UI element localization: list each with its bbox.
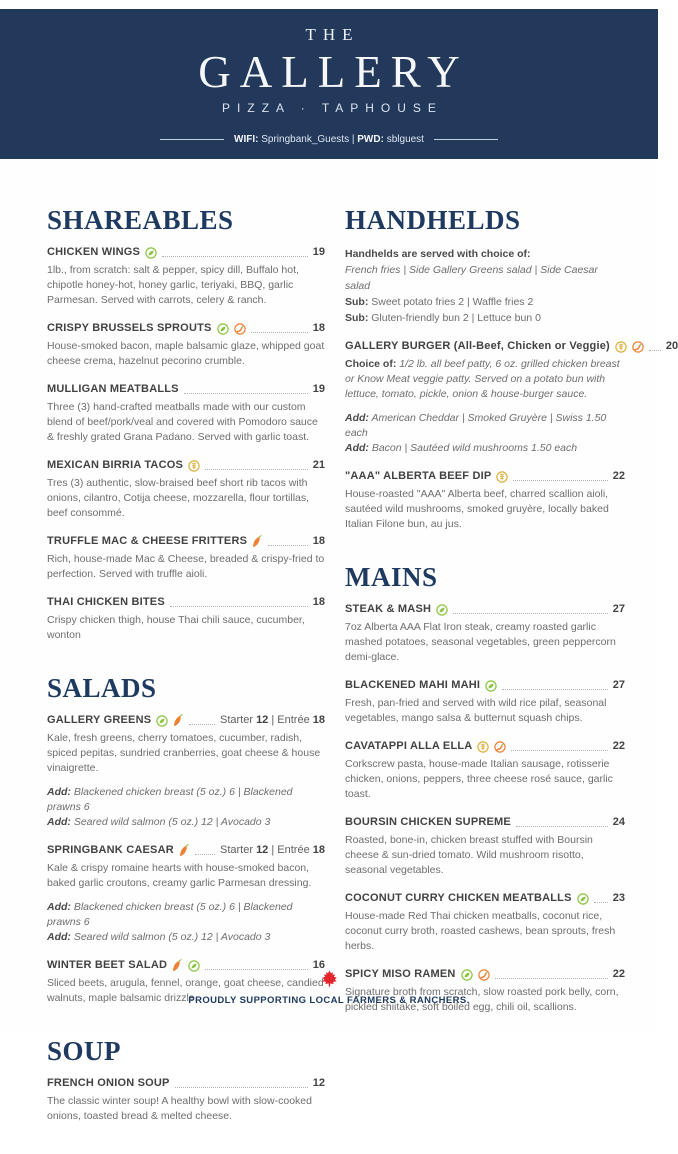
wifi-rule-right (434, 139, 498, 140)
wheat-circle-icon (188, 460, 200, 472)
menu-item (47, 844, 325, 945)
item-description: Crispy chicken thigh, house Thai chili sauce, cucumber, wonton (47, 614, 305, 641)
item-title-row (47, 322, 325, 335)
dotted-leader (205, 469, 308, 470)
item-description: The classic winter soup! A healthy bowl with slow-cooked onions, toasted bread & melted cheese. (47, 1095, 312, 1122)
item-description: Rich, house-made Mac & Cheese, breaded & crispy-fried to perfection. Served with truffle aioli. (47, 553, 325, 580)
menu-item (345, 340, 678, 456)
wheat-circle-icon (615, 341, 627, 353)
item-price: 18 (312, 322, 325, 334)
item-price: Starter 12 | Entrée 18 (219, 714, 325, 726)
leaf-circle-icon (156, 715, 168, 727)
item-price: 22 (612, 470, 625, 482)
item-name: STEAK & MASH (345, 603, 432, 615)
wheat-circle-icon (477, 741, 489, 753)
dotted-leader (189, 724, 215, 725)
item-description: Kale, fresh greens, cherry tomatoes, cucumber, radish, spiced pepitas, sundried cranberries, goat cheese & house vinaigrette. (47, 732, 321, 774)
dotted-leader (195, 854, 215, 855)
item-title-row (345, 603, 625, 616)
menu-item (345, 816, 625, 878)
item-price: 18 (312, 535, 325, 547)
item-description: Three (3) hand-crafted meatballs made with our custom blend of beef/pork/veal and covered with Pomodoro sauce & freshly grated Grana Padano. Served with garlic toast. (47, 401, 318, 443)
item-name: GALLERY BURGER (All-Beef, Chicken or Veggie) (345, 340, 610, 352)
item-price: 18 (312, 596, 325, 608)
item-description: Signature broth from scratch, slow roasted pork belly, corn, pickled shiitake, soft boiled egg, chili oil, scallions. (345, 986, 619, 1013)
item-description: House-roasted "AAA" Alberta beef, charred scallion aioli, sautéed wild mushrooms, smoked gruyère, locally baked Italian Filone bun, au jus. (345, 488, 609, 530)
menu-column-right (345, 205, 678, 1154)
item-name: MEXICAN BIRRIA TACOS (47, 459, 183, 471)
dotted-leader (162, 256, 308, 257)
item-price: 22 (612, 740, 625, 752)
item-name: MULLIGAN MEATBALLS (47, 383, 179, 395)
dotted-leader (516, 826, 608, 827)
item-description: Corkscrew pasta, house-made Italian sausage, rotisserie chicken, onions, peppers, three cheese rosé sauce, garlic toast. (345, 758, 613, 800)
wifi-text (234, 134, 424, 145)
menu-item (47, 322, 325, 369)
footer-text: PROUDLY SUPPORTING LOCAL FARMERS & RANCHERS. (188, 995, 470, 1006)
section-soup (47, 1036, 325, 1124)
chili-icon (179, 844, 190, 857)
section-title-shareables: SHAREABLES (47, 205, 234, 235)
item-title-row (47, 535, 325, 548)
item-title-row (47, 844, 325, 857)
item-price: 19 (312, 246, 325, 258)
leaf-circle-icon (485, 680, 497, 692)
dotted-leader (594, 902, 608, 903)
intro-line: Handhelds are served with choice of: (345, 248, 531, 260)
leaf-circle-icon (436, 604, 448, 616)
item-name: COCONUT CURRY CHICKEN MEATBALLS (345, 892, 572, 904)
item-description: House-made Red Thai chicken meatballs, coconut rice, coconut curry broth, roasted cashews, bean sprouts, fresh herbs. (345, 910, 616, 952)
item-price: 21 (312, 459, 325, 471)
item-addon-line: Add: Bacon | Sautéed wild mushrooms 1.50 each (345, 442, 578, 454)
wifi-value: Springbank_Guests (261, 134, 350, 145)
item-title-row (345, 816, 625, 829)
item-price: Starter 12 | Entrée 18 (219, 844, 325, 856)
dotted-leader (453, 613, 608, 614)
dotted-leader (251, 332, 308, 333)
brand-tagline: PIZZA · TAPHOUSE (222, 101, 443, 115)
chili-circle-icon (494, 741, 506, 753)
item-price: 12 (312, 1077, 325, 1089)
item-title-row (47, 1077, 325, 1090)
item-price: 16 (312, 959, 325, 971)
item-description: Roasted, bone-in, chicken breast stuffed with Boursin cheese & sun-dried tomato. Wild mushroom risotto, seasonal vegetables. (345, 834, 593, 876)
item-description: Choice of: 1/2 lb. all beef patty, 6 oz. grilled chicken breast or Know Meat veggie patty. Served on a potato bun with lettuce, tomato, pickle, onion & house-burger sauce. (345, 358, 620, 400)
menu-item (47, 459, 325, 521)
section-salads (47, 673, 325, 1006)
item-price: 22 (612, 968, 625, 980)
menu-item (47, 383, 325, 445)
menu-item (345, 679, 625, 726)
item-name: TRUFFLE MAC & CHEESE FRITTERS (47, 535, 248, 547)
item-title-row (47, 459, 325, 472)
dotted-leader (502, 689, 608, 690)
wifi-rule-left (160, 139, 224, 140)
item-name: BOURSIN CHICKEN SUPREME (345, 816, 511, 828)
intro-line: Sub: Gluten-friendly bun 2 | Lettuce bun 0 (345, 312, 541, 324)
dotted-leader (170, 606, 308, 607)
item-name: FRENCH ONION SOUP (47, 1077, 170, 1089)
chili-icon (173, 714, 184, 727)
intro-line: French fries | Side Gallery Greens salad | Side Caesar salad (345, 264, 598, 292)
item-title-row (47, 714, 325, 727)
item-description: Tres (3) authentic, slow-braised beef short rib tacos with onions, cilantro, Cotija cheese, mozzarella, flour tortillas, beef consommé. (47, 477, 310, 519)
item-title-row (345, 679, 625, 692)
section-title-mains: MAINS (345, 562, 438, 592)
menu-item (47, 596, 325, 643)
item-title-row (345, 340, 678, 353)
menu-item (47, 1077, 325, 1124)
item-price: 23 (612, 892, 625, 904)
wifi-label: WIFI: (234, 134, 259, 145)
item-description: House-smoked bacon, maple balsamic glaze, whipped goat cheese crema, hazelnut pecorino crumble. (47, 340, 325, 367)
section-shareables (47, 205, 325, 643)
brand-the: THE (305, 25, 360, 44)
menu-item (345, 603, 625, 665)
section-intro (345, 246, 625, 326)
pwd-value: sblguest (386, 134, 424, 145)
item-description: Fresh, pan-fried and served with wild rice pilaf, seasonal vegetables, mango salsa & butternut squash chips. (345, 697, 607, 724)
section-title-soup: SOUP (47, 1036, 122, 1066)
dotted-leader (175, 1087, 308, 1088)
item-name: WINTER BEET SALAD (47, 959, 168, 971)
menu-item (345, 740, 625, 802)
item-addon-line: Add: American Cheddar | Smoked Gruyère | Swiss 1.50 each (345, 412, 607, 439)
leaf-circle-icon (217, 323, 229, 335)
item-addon-line: Add: Seared wild salmon (5 oz.) 12 | Avocado 3 (47, 931, 271, 943)
footer (0, 969, 658, 1006)
brand-gallery: GALLERY (198, 47, 469, 97)
menu-item (47, 535, 325, 582)
item-name: GALLERY GREENS (47, 714, 152, 726)
item-title-row (47, 596, 325, 609)
item-name: BLACKENED MAHI MAHI (345, 679, 481, 691)
dotted-leader (268, 545, 308, 546)
chili-circle-icon (632, 341, 644, 353)
section-title-salads: SALADS (47, 673, 157, 703)
item-description: Sliced beets, arugula, fennel, orange, goat cheese, candied walnuts, maple balsamic drizzle. (47, 977, 324, 1004)
item-price: 27 (612, 603, 625, 615)
menu-item (345, 892, 625, 954)
header-banner (0, 9, 658, 159)
item-price: 19 (312, 383, 325, 395)
item-description: 7oz Alberta AAA Flat Iron steak, creamy roasted garlic mashed potatoes, seasonal vegetables, green peppercorn demi-glace. (345, 621, 616, 663)
menu-page (0, 9, 678, 1122)
item-price: 20 (665, 340, 678, 352)
leaf-circle-icon (577, 893, 589, 905)
item-title-row (345, 470, 625, 483)
item-name: SPRINGBANK CAESAR (47, 844, 174, 856)
maple-leaf-icon (0, 969, 658, 990)
item-addon-line: Add: Blackened chicken breast (5 oz.) 6 | Blackened prawns 6 (47, 901, 293, 928)
menu-item (47, 246, 325, 308)
menu-item (47, 714, 325, 830)
menu-column-left (47, 205, 325, 1154)
item-price: 27 (612, 679, 625, 691)
pwd-label: PWD: (357, 134, 384, 145)
item-title-row (47, 246, 325, 259)
item-addon-line: Add: Seared wild salmon (5 oz.) 12 | Avocado 3 (47, 816, 271, 828)
section-title-handhelds: HANDHELDS (345, 205, 521, 235)
chili-icon (252, 535, 263, 548)
chili-circle-icon (234, 323, 246, 335)
item-price: 24 (612, 816, 625, 828)
item-name: SPICY MISO RAMEN (345, 968, 456, 980)
item-name: CRISPY BRUSSELS SPROUTS (47, 322, 212, 334)
wifi-row (0, 134, 658, 145)
item-title-row (47, 383, 325, 396)
item-title-row (345, 892, 625, 905)
item-title-row (345, 740, 625, 753)
section-handhelds (345, 205, 678, 532)
item-name: THAI CHICKEN BITES (47, 596, 165, 608)
dotted-leader (184, 393, 308, 394)
dotted-leader (511, 750, 607, 751)
item-addon-line: Add: Blackened chicken breast (5 oz.) 6 | Blackened prawns 6 (47, 786, 293, 813)
section-mains (345, 562, 625, 1015)
leaf-circle-icon (145, 247, 157, 259)
item-name: CHICKEN WINGS (47, 246, 141, 258)
menu-item (345, 470, 625, 532)
item-name: CAVATAPPI ALLA ELLA (345, 740, 473, 752)
dotted-leader (649, 350, 661, 351)
wheat-circle-icon (496, 471, 508, 483)
item-description: 1lb., from scratch: salt & pepper, spicy dill, Buffalo hot, chipotle honey-hot, honey garlic, teriyaki, BBQ, garlic Parmesan. Served with carrots, celery & ranch. (47, 264, 299, 306)
intro-line: Sub: Sweet potato fries 2 | Waffle fries 2 (345, 296, 534, 308)
dotted-leader (513, 480, 607, 481)
item-name: "AAA" ALBERTA BEEF DIP (345, 470, 492, 482)
item-description: Kale & crispy romaine hearts with house-smoked bacon, baked garlic croutons, creamy garlic Parmesan dressing. (47, 862, 312, 889)
wifi-divider: | (351, 134, 355, 145)
